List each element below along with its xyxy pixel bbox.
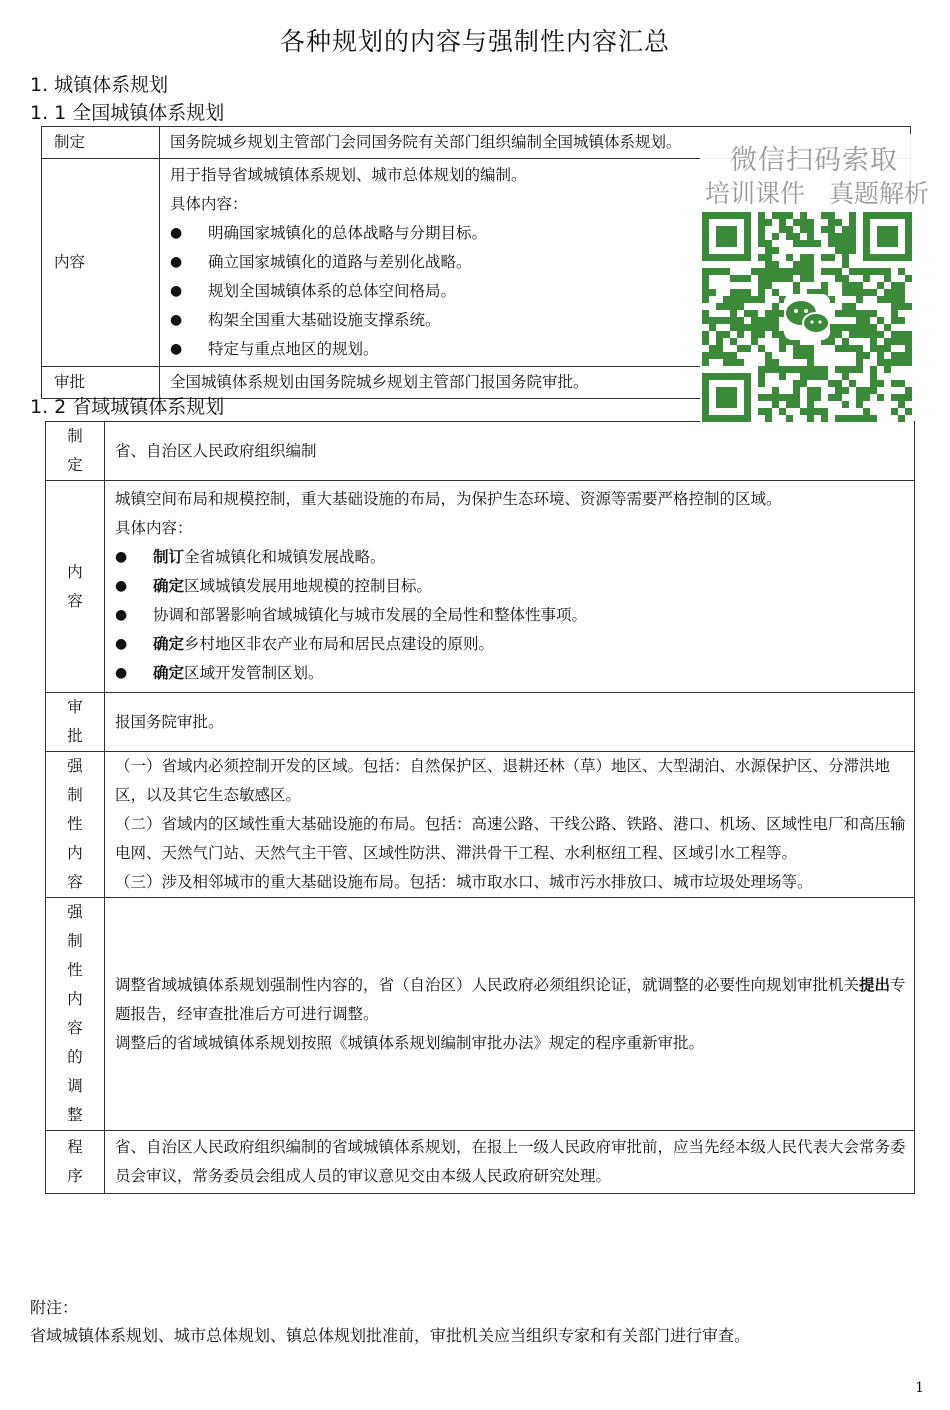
procedure-text: 省、自治区人民政府组织编制的省域城镇体系规划，在报上一级人民政府审批前，应当先经本级人民代表大会常务委员会审议，常务委员会组成人员的审议意见交由本级人民政府研究处理。 [105,1131,915,1194]
promo-line-1: 微信扫码索取 [730,145,898,176]
adjust-cell [105,898,915,1131]
row-label: 审批 [42,367,160,399]
promo-line-2: 培训课件 真题解析 [705,179,930,208]
bullet-icon: ● [170,254,183,270]
row-label: 制定 [46,422,105,481]
qr-code-icon [702,212,912,422]
adjust-text-2: 调整后的省域城镇体系规划按照《城镇体系规划编制审批办法》规定的程序重新审批。 [115,1033,705,1052]
bullet-icon: ● [115,665,128,681]
content-sub: 具体内容： [115,519,193,537]
table-row [46,422,915,481]
note-text: 省域城镇体系规划、城市总体规划、镇总体规划批准前，审批机关应当组织专家和有关部门进行审查。 [30,1326,751,1345]
note-label: 附注： [30,1298,79,1317]
row-label: 审批 [46,693,105,752]
list-item: ● 制订全省城镇化和城镇发展战略。 [115,543,906,572]
table-row [46,1131,915,1194]
bullet-icon: ● [170,225,183,241]
qr-promo-overlay [700,134,930,424]
table-row [46,752,915,898]
formulate-text: 国务院城乡规划主管部门会同国务院有关部门组织编制全国城镇体系规划。 [160,127,911,159]
list-item: ● 确立国家城镇化的道路与差别化战略。 [170,248,909,277]
list-item: ● 构架全国重大基础设施支撑系统。 [170,306,909,335]
list-item: ● 确定区域城镇发展用地规模的控制目标。 [115,572,906,601]
content-intro: 用于指导省域城镇体系规划、城市总体规划的编制。 [170,166,527,184]
content-intro: 城镇空间布局和规模控制，重大基础设施的布局，为保护生态环境、资源等需要严格控制的区域。 [115,490,782,508]
bullet-icon: ● [170,283,183,299]
table-row [46,481,915,693]
list-item: ● 确定乡村地区非农产业布局和居民点建设的原则。 [115,630,906,659]
list-item: ● 协调和部署影响省域城镇化与城市发展的全局性和整体性事项。 [115,601,906,630]
bullet-icon: ● [115,636,128,652]
row-label: 内容 [46,481,105,693]
page-number: 1 [915,1380,924,1396]
bullet-icon: ● [115,578,128,594]
list-item: ● 特定与重点地区的规划。 [170,335,909,364]
table-row [46,693,915,752]
section-heading-1-1: 1. 1 全国城镇体系规划 [30,102,225,124]
bullet-icon: ● [115,607,128,623]
list-item: ● 确定区域开发管制区划。 [115,659,906,688]
bullet-icon: ● [170,341,183,357]
section-heading-1-2: 1. 2 省域城镇体系规划 [30,396,225,418]
provincial-plan-table [45,421,915,1194]
list-item: ● 明确国家城镇化的总体战略与分期目标。 [170,219,909,248]
row-label: 程序 [46,1131,105,1194]
approval-text: 报国务院审批。 [105,693,915,752]
content-sub: 具体内容： [170,195,248,213]
row-label: 内容 [42,159,160,367]
table-row [46,898,915,1131]
approval-text: 全国城镇体系规划由国务院城乡规划主管部门报国务院审批。 [160,367,911,399]
list-item: ● 规划全国城镇体系的总体空间格局。 [170,277,909,306]
row-label: 强制性内容 [46,752,105,898]
section-heading-1: 1. 城镇体系规划 [30,74,169,96]
mandatory-cell [105,752,915,898]
content-cell [105,481,915,693]
formulate-text: 省、自治区人民政府组织编制 [105,422,915,481]
bullet-icon: ● [170,312,183,328]
page-title: 各种规划的内容与强制性内容汇总 [279,27,670,56]
adjust-text-1: 调整省域城镇体系规划强制性内容的，省（自治区）人民政府必须组织论证，就调整的必要性向规划审批机关提出专题报告，经审查批准后方可进行调整。 [115,975,906,1023]
mandatory-item: （二）省域内的区域性重大基础设施的布局。包括：高速公路、干线公路、铁路、港口、机场、区域性电厂和高压输电网、天然气门站、天然气主干管、区域性防洪、滞洪骨干工程、水利枢纽工程、区域引水工程等。 [115,815,906,862]
bullet-icon: ● [115,549,128,565]
mandatory-item: （三）涉及相邻城市的重大基础设施布局。包括：城市取水口、城市污水排放口、城市垃圾处理场等。 [115,873,813,891]
row-label: 制定 [42,127,160,159]
mandatory-item: （一）省域内必须控制开发的区域。包括：自然保护区、退耕还林（草）地区、大型湖泊、水源保护区、分滞洪地区，以及其它生态敏感区。 [115,757,891,804]
row-label: 强制性内容的调整 [46,898,105,1131]
